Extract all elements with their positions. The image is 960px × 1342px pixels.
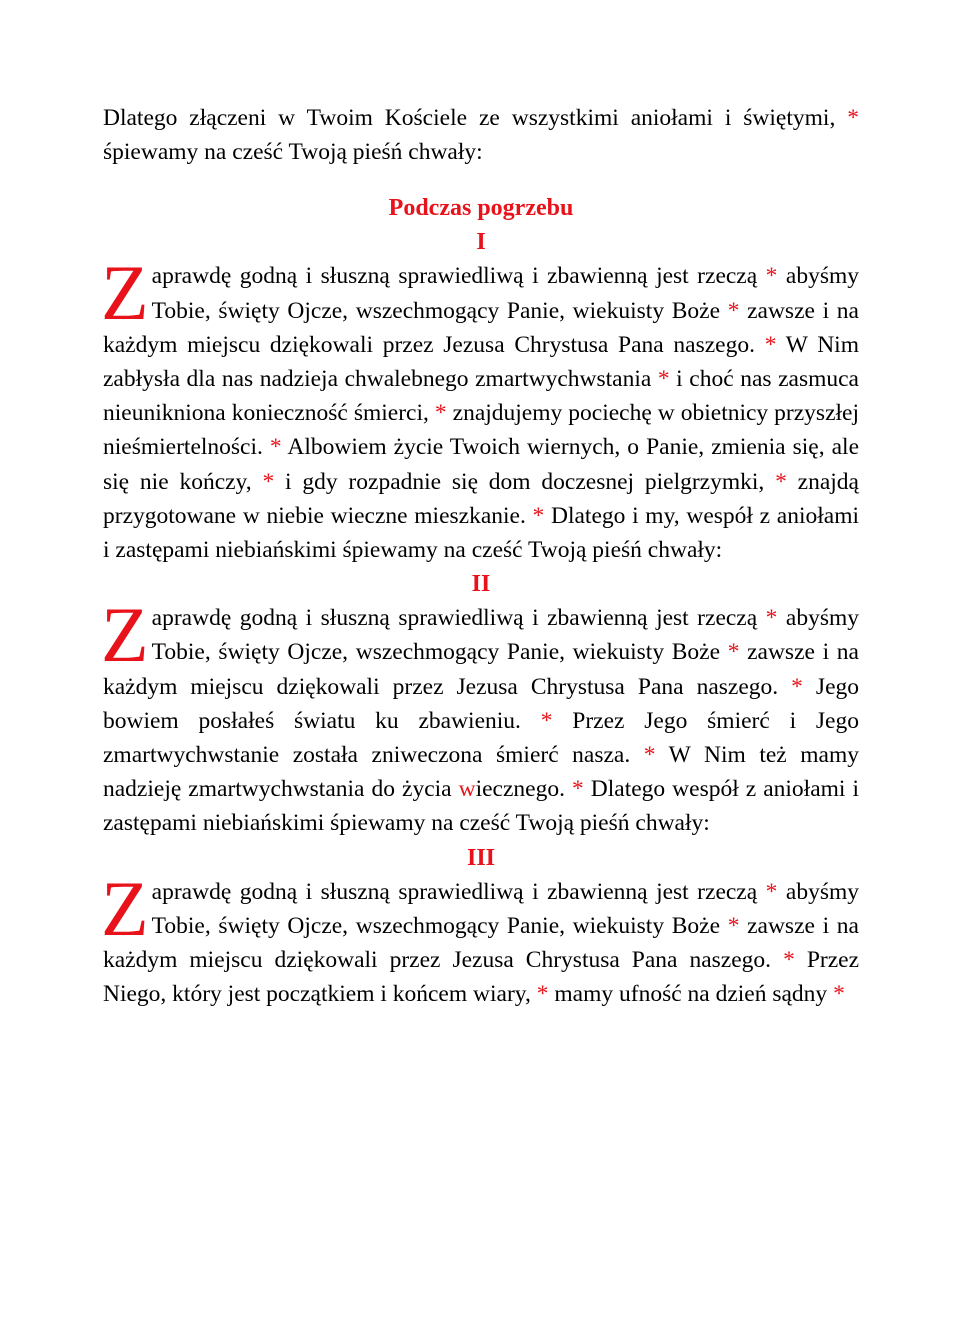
asterisk-marker: * — [434, 400, 447, 427]
text-segment: iecznego. — [475, 776, 572, 803]
document-page — [103, 101, 859, 1011]
asterisk-marker: * — [727, 912, 740, 939]
red-letter: w — [458, 776, 476, 803]
section-numeral-1: I — [476, 229, 486, 256]
preface-section-3 — [101, 864, 860, 1012]
text-segment: mamy ufność na dzień sądny — [548, 981, 834, 1008]
asterisk-marker: * — [765, 263, 778, 290]
section-numeral-2: II — [471, 571, 491, 598]
text-segment: znajdujemy pociechę w obietnicy przyszłej nieśmiertelności. — [103, 400, 859, 461]
asterisk-marker: * — [532, 502, 545, 529]
text-segment: i gdy rozpadnie się dom doczesnej pielgrzymki, — [274, 468, 776, 495]
asterisk-marker: * — [791, 673, 803, 700]
dropcap-letter: Z — [101, 249, 149, 337]
section-numeral-3: III — [466, 844, 496, 871]
intro-text-1: Dlatego złączeni w Twoim Kościele ze wszystkimi aniołami i świętymi, — [103, 105, 848, 131]
asterisk-marker: * — [727, 639, 740, 666]
asterisk-marker: * — [643, 742, 656, 769]
asterisk-marker: * — [540, 707, 553, 734]
asterisk-marker: * — [262, 468, 275, 495]
text-segment: Dlatego i my, wespół z aniołami i zastępami niebiańskimi śpiewamy na cześć Twoją pieśń chwały: — [103, 502, 860, 564]
asterisk-marker: * — [775, 468, 787, 495]
asterisk-marker: * — [783, 947, 795, 974]
intro-paragraph — [103, 101, 859, 169]
dropcap-letter: Z — [101, 864, 149, 952]
text-segment: Jego bowiem posłałeś światu ku zbawieniu. — [103, 673, 859, 734]
occasion-heading: Podczas pogrzebu — [388, 195, 574, 222]
text-segment: Albowiem życie Twoich wiernych, o Panie, zmienia się, ale się nie kończy, — [103, 434, 859, 495]
text-segment: aprawdę godną i słuszną sprawiedliwą i zbawienną jest rzeczą — [151, 263, 766, 290]
text-segment: W Nim zabłysła dla nas nadzieja chwalebnego zmartwychwstania — [103, 331, 859, 393]
preface-section-1 — [101, 249, 860, 567]
text-segment: Dlatego wespół z aniołami i zastępami niebiańskimi śpiewamy na cześć Twoją pieśń chwały: — [103, 776, 859, 837]
asterisk-marker: * — [765, 878, 778, 905]
text-segment: znajdą przygotowane w niebie wieczne mieszkanie. — [103, 468, 859, 529]
text-segment: abyśmy Tobie, święty Ojcze, wszechmogący Panie, wiekuisty Boże — [151, 605, 859, 666]
intro-star: * — [847, 105, 859, 131]
text-segment: abyśmy Tobie, święty Ojcze, wszechmogący Panie, wiekuisty Boże — [151, 263, 859, 324]
text-segment: abyśmy Tobie, święty Ojcze, wszechmogący Panie, wiekuisty Boże — [151, 878, 859, 939]
preface-section-2 — [101, 591, 859, 840]
text-segment: Przez Jego śmierć i Jego zmartwychwstanie została zniweczona śmierć nasza. — [103, 707, 859, 769]
text-segment: aprawdę godną i słuszną sprawiedliwą i zbawienną jest rzeczą — [151, 605, 766, 632]
asterisk-marker: * — [536, 981, 549, 1008]
text-segment: Przez Niego, który jest początkiem i końcem wiary, — [103, 947, 860, 1008]
text-segment: aprawdę godną i słuszną sprawiedliwą i zbawienną jest rzeczą — [151, 878, 766, 905]
text-segment: zawsze i na każdym miejscu dziękowali przez Jezusa Chrystusa Pana naszego. — [103, 639, 859, 700]
dropcap-letter: Z — [101, 591, 149, 679]
text-segment: i choć nas zasmuca nieunikniona konieczność śmierci, — [103, 366, 859, 427]
asterisk-marker: * — [269, 434, 282, 461]
asterisk-marker: * — [833, 981, 845, 1008]
intro-text-2: śpiewamy na cześć Twoją pieśń chwały: — [103, 139, 483, 166]
text-segment: zawsze i na każdym miejscu dziękowali przez Jezusa Chrystusa Pana naszego. — [103, 912, 859, 974]
asterisk-marker: * — [727, 297, 740, 324]
text-segment: W Nim też mamy nadzieję zmartwychwstania do życia — [103, 742, 859, 803]
asterisk-marker: * — [657, 366, 670, 393]
asterisk-marker: * — [572, 776, 584, 803]
asterisk-marker: * — [764, 331, 777, 358]
text-segment: zawsze i na każdym miejscu dziękowali przez Jezusa Chrystusa Pana naszego. — [103, 297, 859, 358]
asterisk-marker: * — [765, 605, 778, 632]
